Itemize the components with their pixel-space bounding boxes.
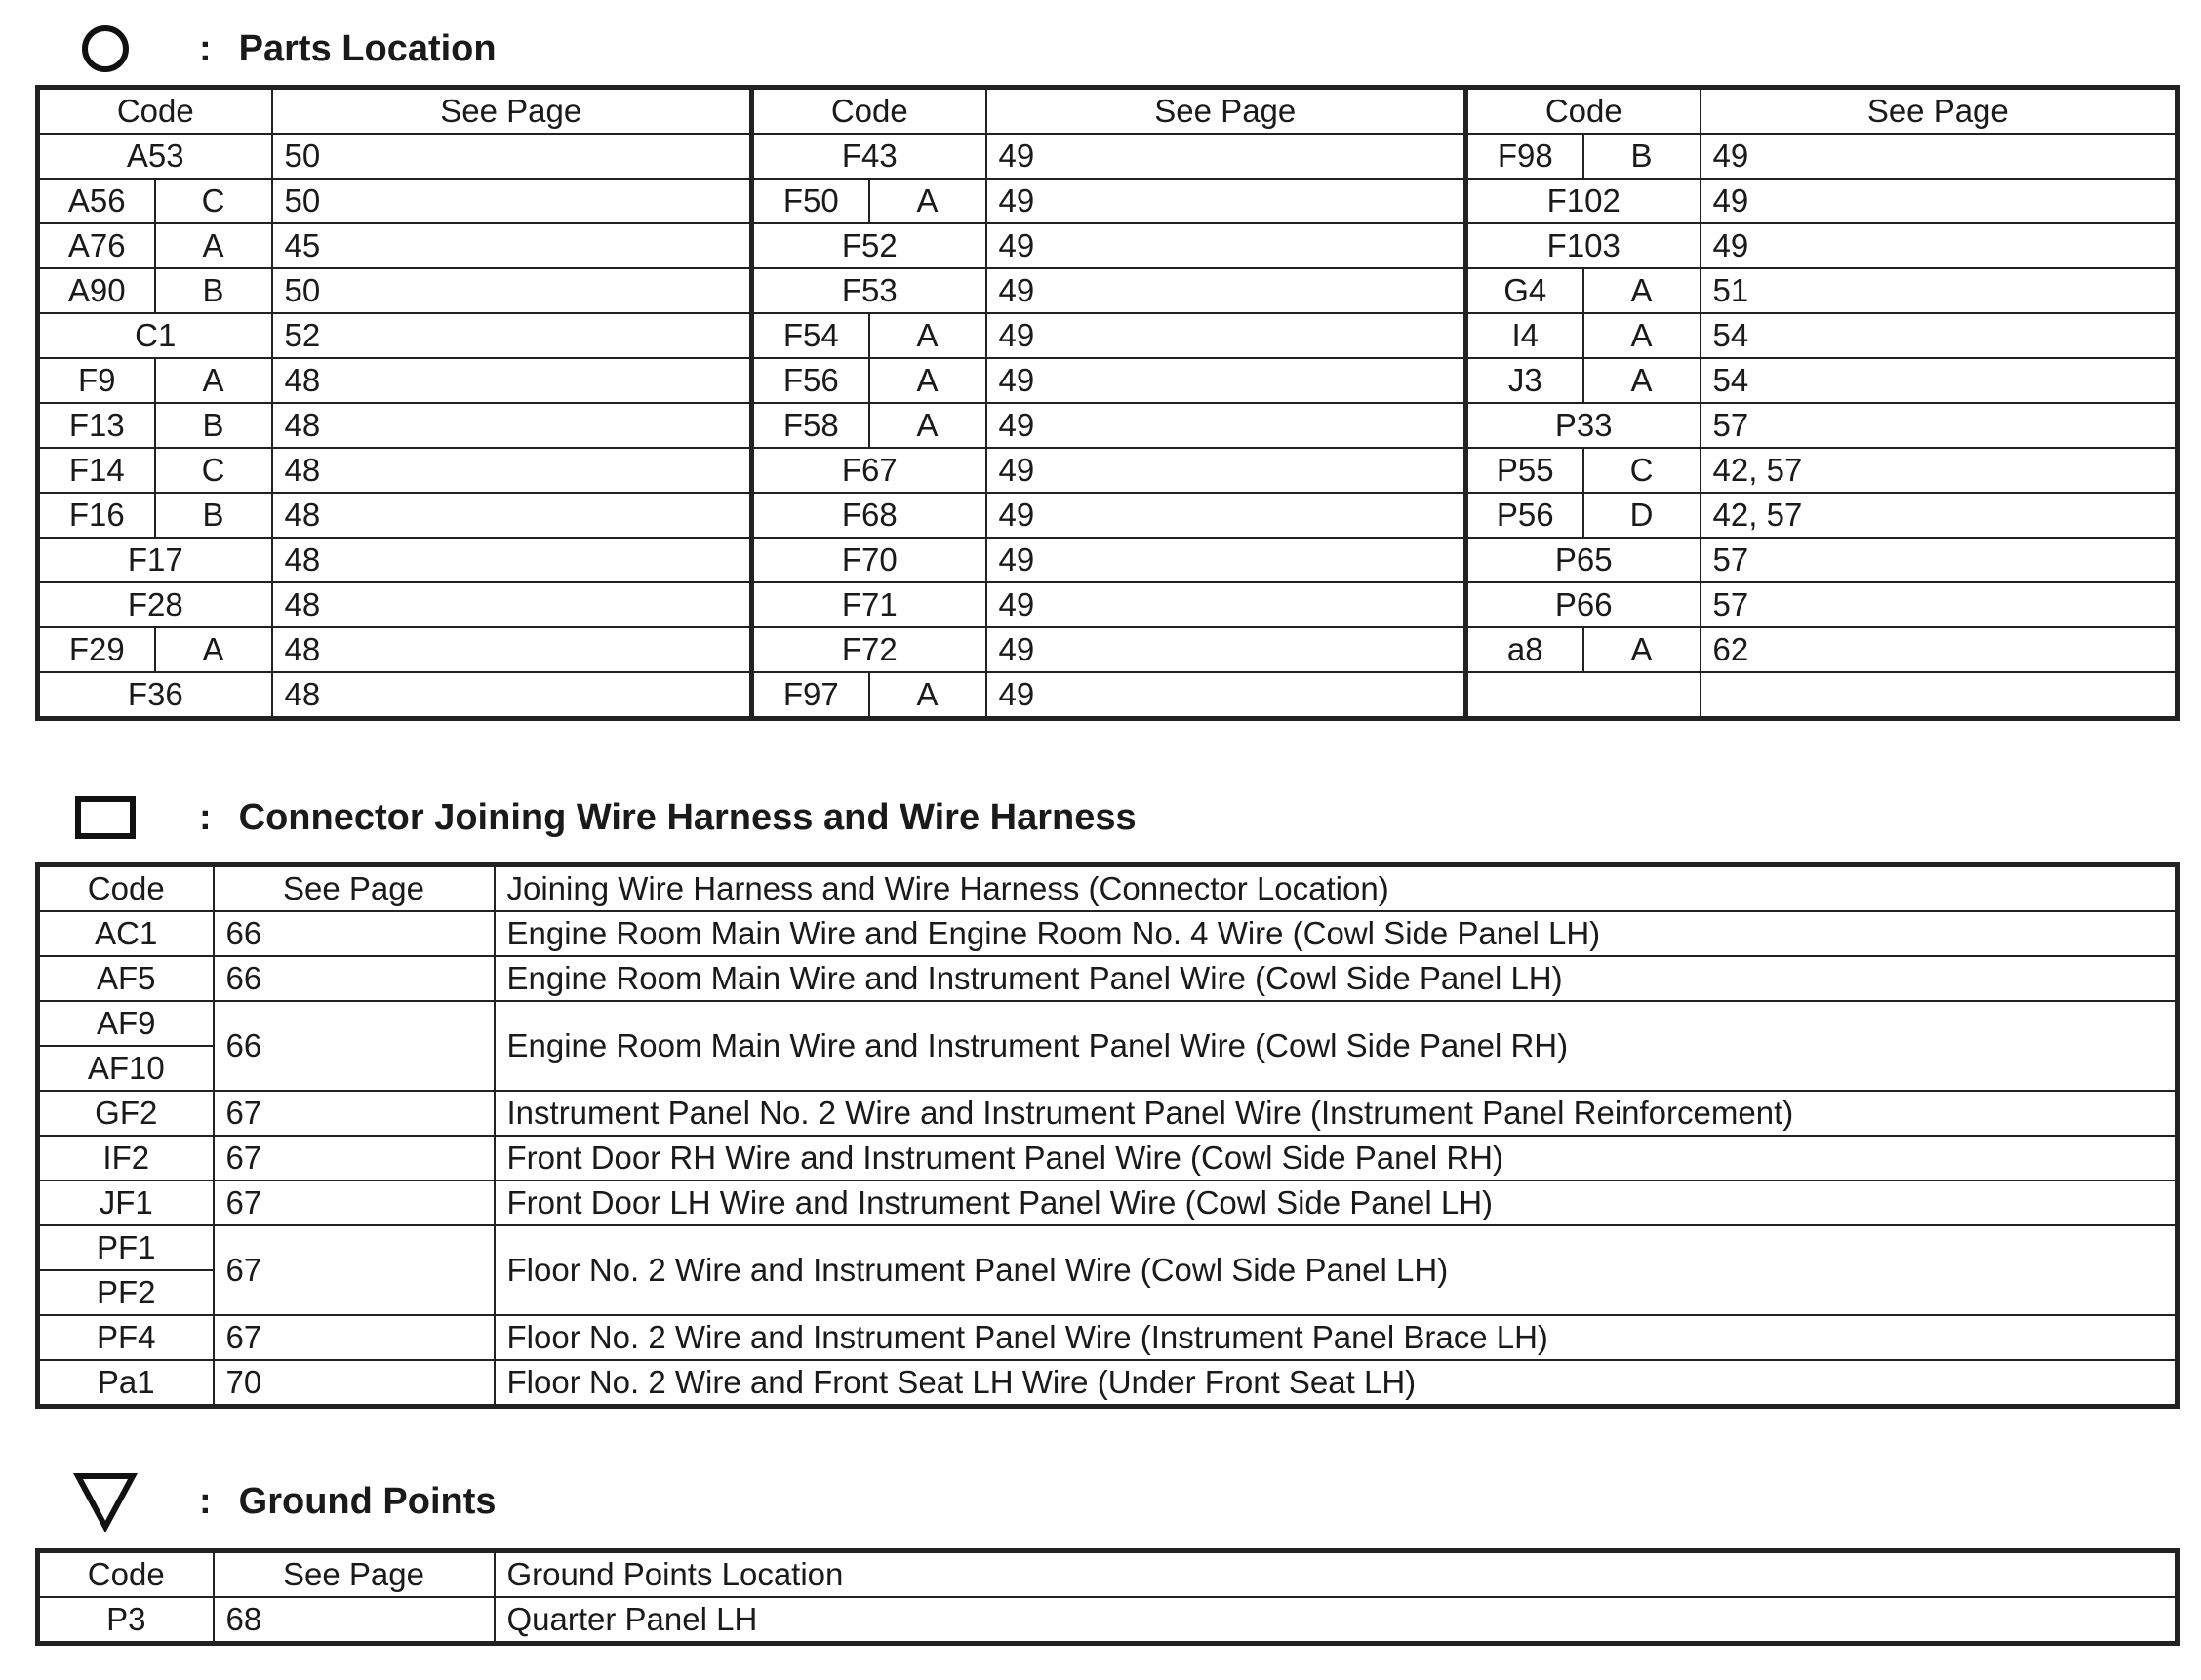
code-cell: F28: [38, 582, 272, 627]
parts-location-heading: [70, 21, 497, 76]
code-cell: PF2: [38, 1270, 214, 1315]
sub-code-cell: A: [1583, 358, 1701, 403]
code-cell: F17: [38, 538, 272, 582]
code-cell: J3: [1466, 358, 1583, 403]
table-row: [38, 358, 2178, 403]
ground-points-heading: [70, 1471, 497, 1532]
table-row: [38, 672, 2178, 719]
code-cell: F36: [38, 672, 272, 719]
table-row: [38, 1360, 2178, 1407]
page-cell: 49: [986, 223, 1466, 268]
location-cell: Front Door LH Wire and Instrument Panel Wire (Cowl Side Panel LH): [495, 1180, 2178, 1225]
code-header: Code: [1466, 88, 1701, 135]
code-cell: P66: [1466, 582, 1701, 627]
page-cell: 50: [272, 179, 752, 223]
code-cell: F50: [752, 179, 869, 223]
location-cell: Engine Room Main Wire and Instrument Panel Wire (Cowl Side Panel RH): [495, 1001, 2178, 1091]
page-cell: 48: [272, 582, 752, 627]
page-cell: 52: [272, 313, 752, 358]
code-cell: F54: [752, 313, 869, 358]
location-cell: Engine Room Main Wire and Engine Room No. 4 Wire (Cowl Side Panel LH): [495, 911, 2178, 956]
page-cell: 42, 57: [1701, 493, 2178, 538]
code-cell: a8: [1466, 627, 1583, 672]
sub-code-cell: A: [155, 223, 272, 268]
code-cell: F29: [38, 627, 155, 672]
page-cell: 49: [986, 179, 1466, 223]
table-row: [38, 313, 2178, 358]
code-cell: F102: [1466, 179, 1701, 223]
sub-code-cell: B: [1583, 134, 1701, 179]
page-cell: 48: [272, 672, 752, 719]
sub-code-cell: C: [155, 179, 272, 223]
code-cell: AF5: [38, 956, 214, 1001]
page-cell: 49: [986, 627, 1466, 672]
page-cell: 67: [214, 1136, 495, 1180]
page-cell: 49: [986, 268, 1466, 313]
code-cell: PF4: [38, 1315, 214, 1360]
page-cell: 57: [1701, 538, 2178, 582]
page-cell: 66: [214, 911, 495, 956]
heading-colon: :: [199, 27, 212, 69]
table-row: [38, 1001, 2178, 1046]
code-header: Code: [38, 865, 214, 912]
parts-location-title: Parts Location: [238, 27, 497, 69]
location-cell: Front Door RH Wire and Instrument Panel Wire (Cowl Side Panel RH): [495, 1136, 2178, 1180]
code-cell: P65: [1466, 538, 1701, 582]
location-header: Joining Wire Harness and Wire Harness (Connector Location): [495, 865, 2178, 912]
code-cell: F103: [1466, 223, 1701, 268]
location-cell: Instrument Panel No. 2 Wire and Instrument Panel Wire (Instrument Panel Reinforcement): [495, 1091, 2178, 1136]
sub-code-cell: A: [1583, 313, 1701, 358]
page-cell: 54: [1701, 313, 2178, 358]
circle-icon: [70, 23, 140, 74]
code-cell: F9: [38, 358, 155, 403]
table-row: [38, 1180, 2178, 1225]
table-row: [38, 1136, 2178, 1180]
sub-code-cell: A: [869, 403, 986, 448]
connector-joining-table: [35, 862, 2180, 1409]
table-row: [38, 627, 2178, 672]
location-cell: Engine Room Main Wire and Instrument Panel Wire (Cowl Side Panel LH): [495, 956, 2178, 1001]
page-cell: 49: [1701, 134, 2178, 179]
table-row: [38, 179, 2178, 223]
sub-code-cell: D: [1583, 493, 1701, 538]
page-cell: 50: [272, 268, 752, 313]
connector-joining-title: Connector Joining Wire Harness and Wire Harness: [238, 796, 1137, 838]
location-cell: Floor No. 2 Wire and Instrument Panel Wire (Cowl Side Panel LH): [495, 1225, 2178, 1315]
location-cell: Quarter Panel LH: [495, 1597, 2178, 1644]
page-cell: 49: [986, 538, 1466, 582]
page-cell: 48: [272, 448, 752, 493]
code-cell: C1: [38, 313, 272, 358]
table-row: [38, 134, 2178, 179]
table-header-row: [38, 865, 2178, 912]
page-cell: 49: [986, 313, 1466, 358]
page-cell: 68: [214, 1597, 495, 1644]
code-cell: F52: [752, 223, 986, 268]
heading-colon: :: [199, 796, 212, 838]
table-row: [38, 1225, 2178, 1270]
code-cell: I4: [1466, 313, 1583, 358]
table-row: [38, 1315, 2178, 1360]
code-cell: F16: [38, 493, 155, 538]
page-cell: 67: [214, 1180, 495, 1225]
sub-code-cell: A: [869, 358, 986, 403]
code-cell: F56: [752, 358, 869, 403]
sub-code-cell: C: [1583, 448, 1701, 493]
page-cell: 57: [1701, 403, 2178, 448]
code-cell: P55: [1466, 448, 1583, 493]
code-header: Code: [752, 88, 986, 135]
code-cell: F97: [752, 672, 869, 719]
code-cell: F71: [752, 582, 986, 627]
table-header-row: [38, 1551, 2178, 1598]
page-cell: 48: [272, 403, 752, 448]
code-cell: [1466, 672, 1701, 719]
page-cell: 45: [272, 223, 752, 268]
page-cell: 50: [272, 134, 752, 179]
page-cell: 42, 57: [1701, 448, 2178, 493]
sub-code-cell: B: [155, 403, 272, 448]
see-page-header: See Page: [214, 865, 495, 912]
table-row: [38, 1091, 2178, 1136]
heading-colon: :: [199, 1480, 212, 1522]
page-cell: 66: [214, 1001, 495, 1091]
parts-location-table: [35, 85, 2180, 721]
table-header-row: [38, 88, 2178, 135]
page-cell: 49: [986, 672, 1466, 719]
table-row: [38, 582, 2178, 627]
ground-points-table: [35, 1548, 2180, 1646]
code-cell: A76: [38, 223, 155, 268]
page-cell: 49: [986, 134, 1466, 179]
sub-code-cell: A: [1583, 268, 1701, 313]
code-cell: PF1: [38, 1225, 214, 1270]
code-cell: A90: [38, 268, 155, 313]
code-cell: F53: [752, 268, 986, 313]
code-cell: F98: [1466, 134, 1583, 179]
page-cell: 57: [1701, 582, 2178, 627]
code-cell: AF10: [38, 1046, 214, 1091]
table-row: [38, 448, 2178, 493]
page-cell: 49: [986, 358, 1466, 403]
page-cell: 49: [986, 448, 1466, 493]
location-cell: Floor No. 2 Wire and Front Seat LH Wire (Under Front Seat LH): [495, 1360, 2178, 1407]
sub-code-cell: A: [155, 627, 272, 672]
page-cell: [1701, 672, 2178, 719]
page-cell: 49: [986, 403, 1466, 448]
code-cell: P3: [38, 1597, 214, 1644]
table-row: [38, 403, 2178, 448]
triangle-down-icon: [70, 1471, 140, 1532]
sub-code-cell: B: [155, 493, 272, 538]
sub-code-cell: A: [869, 672, 986, 719]
code-cell: AC1: [38, 911, 214, 956]
sub-code-cell: C: [155, 448, 272, 493]
code-cell: F13: [38, 403, 155, 448]
page-cell: 48: [272, 538, 752, 582]
code-cell: GF2: [38, 1091, 214, 1136]
page-cell: 49: [986, 493, 1466, 538]
code-cell: G4: [1466, 268, 1583, 313]
code-cell: AF9: [38, 1001, 214, 1046]
code-cell: F70: [752, 538, 986, 582]
rectangle-icon: [70, 795, 140, 840]
page-cell: 49: [986, 582, 1466, 627]
page-cell: 62: [1701, 627, 2178, 672]
see-page-header: See Page: [986, 88, 1466, 135]
code-cell: A53: [38, 134, 272, 179]
table-row: [38, 538, 2178, 582]
code-cell: A56: [38, 179, 155, 223]
page-cell: 54: [1701, 358, 2178, 403]
see-page-header: See Page: [1701, 88, 2178, 135]
sub-code-cell: A: [869, 179, 986, 223]
code-header: Code: [38, 88, 272, 135]
sub-code-cell: A: [155, 358, 272, 403]
code-cell: JF1: [38, 1180, 214, 1225]
sub-code-cell: A: [1583, 627, 1701, 672]
code-header: Code: [38, 1551, 214, 1598]
table-row: [38, 268, 2178, 313]
code-cell: F72: [752, 627, 986, 672]
page-cell: 67: [214, 1225, 495, 1315]
code-cell: Pa1: [38, 1360, 214, 1407]
code-cell: F43: [752, 134, 986, 179]
ground-points-title: Ground Points: [238, 1480, 497, 1522]
code-cell: F67: [752, 448, 986, 493]
page-cell: 48: [272, 627, 752, 672]
location-cell: Floor No. 2 Wire and Instrument Panel Wire (Instrument Panel Brace LH): [495, 1315, 2178, 1360]
see-page-header: See Page: [214, 1551, 495, 1598]
code-cell: F14: [38, 448, 155, 493]
page-cell: 70: [214, 1360, 495, 1407]
table-row: [38, 956, 2178, 1001]
page-cell: 51: [1701, 268, 2178, 313]
page-cell: 49: [1701, 179, 2178, 223]
code-cell: P33: [1466, 403, 1701, 448]
location-header: Ground Points Location: [495, 1551, 2178, 1598]
code-cell: F68: [752, 493, 986, 538]
page-cell: 48: [272, 358, 752, 403]
table-row: [38, 493, 2178, 538]
code-cell: F58: [752, 403, 869, 448]
page-cell: 67: [214, 1315, 495, 1360]
table-row: [38, 1597, 2178, 1644]
sub-code-cell: A: [869, 313, 986, 358]
see-page-header: See Page: [272, 88, 752, 135]
table-row: [38, 223, 2178, 268]
page-cell: 67: [214, 1091, 495, 1136]
page-cell: 48: [272, 493, 752, 538]
page-cell: 49: [1701, 223, 2178, 268]
connector-joining-heading: [70, 790, 1137, 845]
page-cell: 66: [214, 956, 495, 1001]
sub-code-cell: B: [155, 268, 272, 313]
table-row: [38, 911, 2178, 956]
code-cell: IF2: [38, 1136, 214, 1180]
code-cell: P56: [1466, 493, 1583, 538]
